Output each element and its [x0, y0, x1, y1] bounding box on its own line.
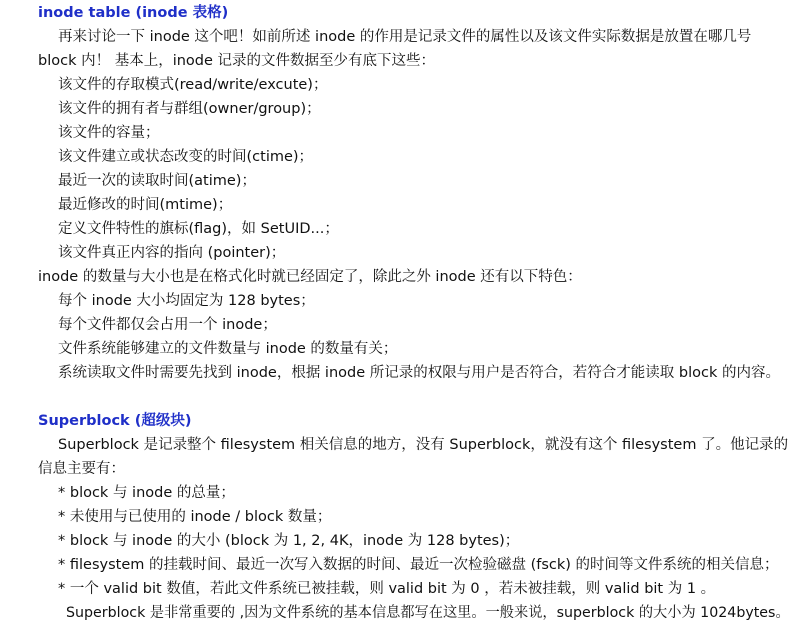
inode-section-heading: inode table (inode 表格) — [38, 5, 229, 21]
inode-feature-item: 每个文件都仅会占用一个 inode； — [58, 317, 277, 333]
inode-attribute-item: 最近修改的时间(mtime)； — [58, 197, 233, 213]
inode-attribute-item: 该文件的存取模式(read/write/excute)； — [58, 77, 328, 93]
inode-attribute-item: 最近一次的读取时间(atime)； — [58, 173, 256, 189]
superblock-info-item: * block 与 inode 的大小 (block 为 1, 2, 4K，inode 为 128 bytes)； — [58, 533, 520, 549]
superblock-info-item: * block 与 inode 的总量； — [58, 485, 235, 501]
inode-feature-item: 每个 inode 大小均固定为 128 bytes； — [58, 293, 315, 309]
superblock-info-item: * filesystem 的挂载时间、最近一次写入数据的时间、最近一次检验磁盘 (fsck) 的时间等文件系统的相关信息； — [58, 557, 779, 573]
inode-attribute-item: 该文件的拥有者与群组(owner/group)； — [58, 101, 321, 117]
superblock-info-item: * 一个 valid bit 数值，若此文件系统已被挂载，则 valid bit 为 0 ，若未被挂载，则 valid bit 为 1 。 — [58, 581, 716, 597]
superblock-info-item: * 未使用与已使用的 inode / block 数量； — [58, 509, 332, 525]
inode-attribute-item: 定义文件特性的旗标(flag)，如 SetUID...； — [58, 221, 339, 237]
superblock-intro-line2: 信息主要有： — [38, 461, 125, 477]
inode-feature-item: 文件系统能够建立的文件数量与 inode 的数量有关； — [58, 341, 398, 357]
inode-features-intro: inode 的数量与大小也是在格式化时就已经固定了，除此之外 inode 还有以下特色： — [38, 269, 582, 285]
superblock-section-heading: Superblock (超级块) — [38, 413, 192, 429]
inode-attribute-item: 该文件建立或状态改变的时间(ctime)； — [58, 149, 314, 165]
inode-intro-line1: 再来讨论一下 inode 这个吧！如前所述 inode 的作用是记录文件的属性以及该文件实际数据是放置在哪几号 — [58, 29, 752, 45]
inode-intro-line2: block 内！ 基本上，inode 记录的文件数据至少有底下这些： — [38, 53, 436, 69]
inode-attribute-item: 该文件真正内容的指向 (pointer)； — [58, 245, 286, 261]
superblock-intro-line1: Superblock 是记录整个 filesystem 相关信息的地方，没有 Superblock，就没有这个 filesystem 了。他记录的 — [58, 437, 789, 453]
inode-feature-item: 系统读取文件时需要先找到 inode，根据 inode 所记录的权限与用户是否符合，若符合才能读取 block 的内容。 — [58, 365, 780, 381]
superblock-closing-line: Superblock 是非常重要的 ,因为文件系统的基本信息都写在这里。一般来说，superblock 的大小为 1024bytes。 — [66, 605, 790, 621]
inode-attribute-item: 该文件的容量； — [58, 125, 160, 141]
